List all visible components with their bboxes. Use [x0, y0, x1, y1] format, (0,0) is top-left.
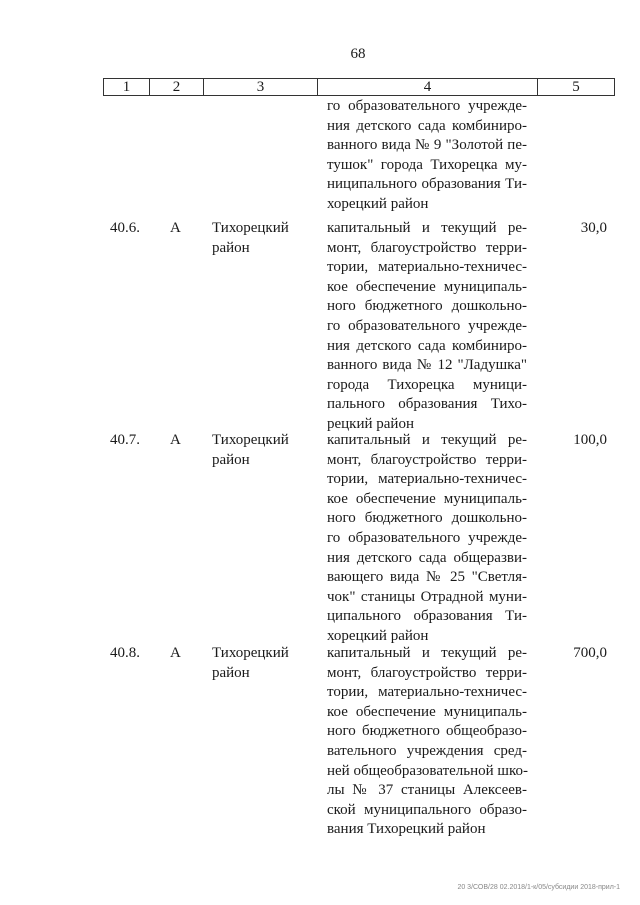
description-line: тушок" города Тихорецка му-	[327, 156, 527, 173]
description-line: ципального образования Ти-	[327, 608, 527, 625]
row-category: А	[170, 645, 181, 661]
description-line: ния детского сада общеразви-	[327, 549, 527, 566]
description-line: вательного учреждения сред-	[327, 742, 527, 759]
row-category: А	[170, 220, 181, 236]
description-line: рецкий район	[327, 415, 414, 432]
row-number: 40.7.	[110, 432, 140, 448]
region-line: район	[212, 451, 250, 468]
document-footer: 20 3/СОВ/28 02.2018/1-к/05/субсидии 2018-прил-1	[457, 884, 620, 891]
column-header-5: 5	[538, 79, 615, 96]
description-line: монт, благоустройство терри-	[327, 451, 527, 468]
row-amount: 30,0	[580, 220, 607, 236]
description-line: ванного вида № 9 "Золотой пе-	[327, 137, 527, 154]
row-description	[327, 219, 527, 435]
description-line: кое обеспечение муниципаль-	[327, 703, 527, 720]
description-line: ния детского сада комбиниро-	[327, 117, 527, 134]
row-amount: 700,0	[573, 645, 607, 661]
column-header-4: 4	[318, 79, 538, 96]
description-line: пального образования Тихо-	[327, 396, 527, 413]
description-line: го образовательного учрежде-	[327, 98, 527, 114]
description-line: го образовательного учрежде-	[327, 317, 527, 334]
page-number: 68	[350, 46, 366, 62]
column-header-table	[103, 78, 615, 96]
description-line: вающего вида № 25 "Светля-	[327, 569, 527, 586]
description-line: монт, благоустройство терри-	[327, 239, 527, 256]
description-line: лы № 37 станицы Алексеев-	[327, 782, 527, 799]
description-line: города Тихорецка муници-	[327, 376, 527, 393]
description-line: капитальный и текущий ре-	[327, 220, 527, 236]
description-line: тории, материально-техничес-	[327, 259, 527, 276]
description-line: ного бюджетного дошкольно-	[327, 510, 527, 527]
description-line: тории, материально-техничес-	[327, 471, 527, 488]
row-number: 40.8.	[110, 645, 140, 661]
description-line: хорецкий район	[327, 627, 429, 644]
description-line: хорецкий район	[327, 195, 429, 212]
region-line: район	[212, 239, 250, 256]
row-region	[212, 644, 307, 683]
column-header-2: 2	[150, 79, 204, 96]
continuation-description	[327, 97, 527, 215]
row-amount: 100,0	[573, 432, 607, 448]
description-line: ванного вида № 12 "Ладушка"	[327, 357, 527, 374]
description-line: ного бюджетного дошкольно-	[327, 298, 527, 315]
description-line: ного бюджетного общеобразо-	[327, 723, 527, 740]
row-category: А	[170, 432, 181, 448]
description-line: ней общеобразовательной шко-	[327, 762, 528, 779]
region-line: Тихорецкий	[212, 220, 289, 236]
description-line: вания Тихорецкий район	[327, 821, 486, 838]
column-header-3: 3	[204, 79, 318, 96]
row-description	[327, 644, 527, 840]
row-description	[327, 431, 527, 647]
description-line: ской муниципального образо-	[327, 801, 527, 818]
row-number: 40.6.	[110, 220, 140, 236]
description-line: капитальный и текущий ре-	[327, 645, 527, 661]
description-line: го образовательного учрежде-	[327, 529, 527, 546]
row-region	[212, 219, 307, 258]
description-line: ниципального образования Ти-	[327, 176, 527, 193]
region-line: Тихорецкий	[212, 432, 289, 448]
row-region	[212, 431, 307, 470]
description-line: капитальный и текущий ре-	[327, 432, 527, 448]
column-header-1: 1	[104, 79, 150, 96]
description-line: чок" станицы Отрадной муни-	[327, 588, 527, 605]
description-line: ния детского сада комбиниро-	[327, 337, 527, 354]
region-line: район	[212, 664, 250, 681]
description-line: кое обеспечение муниципаль-	[327, 278, 527, 295]
description-line: монт, благоустройство терри-	[327, 664, 527, 681]
description-line: тории, материально-техничес-	[327, 684, 527, 701]
description-line: кое обеспечение муниципаль-	[327, 490, 527, 507]
region-line: Тихорецкий	[212, 645, 289, 661]
